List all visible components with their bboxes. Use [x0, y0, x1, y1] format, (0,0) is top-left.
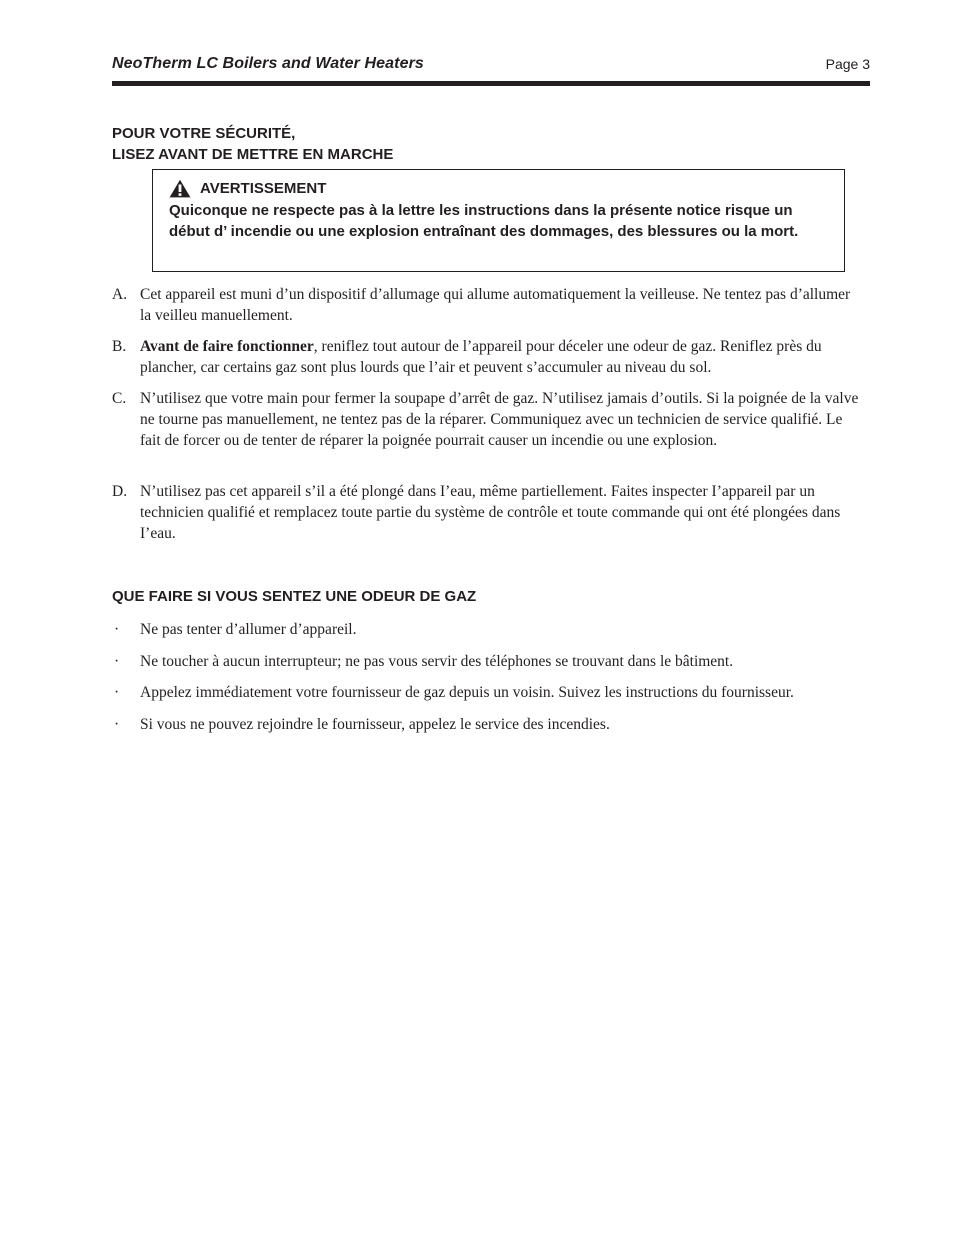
- list-item: [112, 284, 864, 326]
- list-item: [112, 388, 864, 451]
- bullet-item: [112, 651, 868, 672]
- warning-box: [152, 169, 845, 272]
- list-item-text: N’utilisez que votre main pour fermer la soupape d’arrêt de gaz. N’utilisez jamais d’outils. Si la poignée de la valve ne tourne pas manuellement, ne tentez pas de la réparer. Communiquez avec un technicien de service qualifié. Le fait de forcer ou de tenter de réparer la poignée pourrait causer un incendie ou une explosion.: [140, 390, 859, 449]
- bullet-text: Ne toucher à aucun interrupteur; ne pas vous servir des téléphones se trouvant dans le bâtiment.: [140, 653, 734, 670]
- list-item-text: Cet appareil est muni d’un dispositif d’allumage qui allume automatiquement la veilleuse. Ne tentez pas d’allumer la veilleu manuellement.: [140, 286, 851, 324]
- bullet-marker: ·: [114, 716, 120, 733]
- bullet-marker: ·: [114, 684, 120, 701]
- page-header: [112, 54, 870, 86]
- bullet-text: Ne pas tenter d’allumer d’appareil.: [140, 621, 357, 638]
- list-item-marker: D.: [112, 483, 128, 500]
- gas-heading: QUE FAIRE SI VOUS SENTEZ UNE ODEUR DE GAZ: [112, 588, 477, 605]
- bullet-text: Appelez immédiatement votre fournisseur de gaz depuis un voisin. Suivez les instructions du fournisseur.: [140, 684, 794, 701]
- list-item-text: N’utilisez pas cet appareil s’il a été plongé dans I’eau, même partiellement. Faites inspecter I’appareil par un technicien qualifié et remplacez toute partie du système de contrôle et toute commande qui ont été plongées dans I’eau.: [140, 483, 841, 542]
- page-number: Page 3: [825, 56, 870, 72]
- list-item: [112, 336, 864, 378]
- document-title: NeoTherm LC Boilers and Water Heaters: [112, 55, 424, 72]
- bullet-item: [112, 714, 868, 735]
- list-item-text: Avant de faire fonctionner, reniflez tout autour de l’appareil pour déceler une odeur de gaz. Reniflez près du plancher, car certains gaz sont plus lourds que l’air et peuvent s’accumuler au niveau du sol.: [140, 338, 822, 376]
- warning-title-row: [169, 179, 326, 198]
- warning-triangle-icon: [169, 179, 191, 198]
- bullet-marker: ·: [114, 621, 120, 638]
- safety-heading: [112, 123, 393, 165]
- bullet-text: Si vous ne pouvez rejoindre le fournisseur, appelez le service des incendies.: [140, 716, 610, 733]
- list-item-marker: A.: [112, 286, 128, 303]
- bullet-item: [112, 682, 868, 703]
- list-item-marker: C.: [112, 390, 127, 407]
- warning-text: Quiconque ne respecte pas à la lettre les instructions dans la présente notice risque un début d’ incendie ou une explosion entraînant des dommages, des blessures ou la mort.: [169, 202, 799, 240]
- warning-title: AVERTISSEMENT: [200, 180, 327, 197]
- list-item-bold-text: Avant de faire fonctionner: [140, 338, 314, 355]
- safety-heading-line1: POUR VOTRE SÉCURITÉ,: [112, 125, 296, 142]
- bullet-item: [112, 619, 868, 640]
- list-item: [112, 481, 864, 544]
- safety-heading-line2: LISEZ AVANT DE METTRE EN MARCHE: [112, 146, 394, 163]
- list-item-marker: B.: [112, 338, 127, 355]
- bullet-marker: ·: [114, 653, 120, 670]
